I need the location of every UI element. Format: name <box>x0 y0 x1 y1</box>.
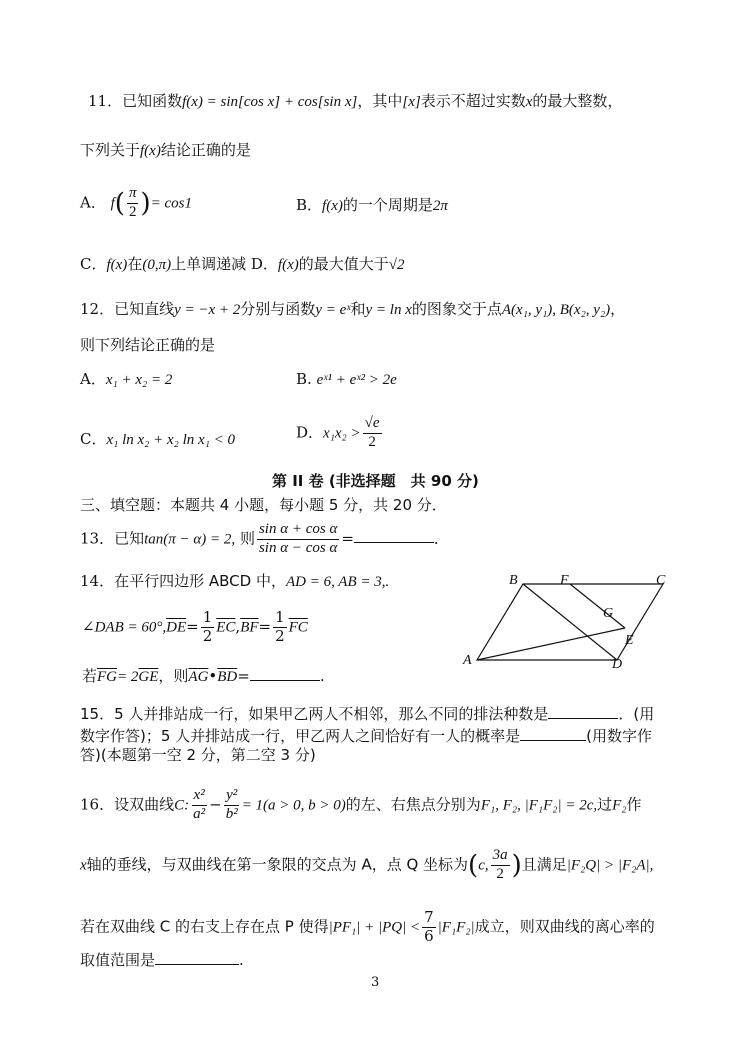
q14-eq1: = <box>186 617 199 636</box>
q16-text3: 过 <box>597 795 613 814</box>
page-number: 3 <box>371 975 380 990</box>
q16-frac-x <box>191 788 207 823</box>
q12-option-d-frac <box>363 416 382 451</box>
q14-vec-bf: $\overline{BF}$ <box>240 619 259 636</box>
q12-line2: 则下列结论正确的是 <box>80 336 216 354</box>
q16-condition: = 1(a > 0, b > 0) <box>241 797 346 814</box>
q11-text1: 已知函数 <box>122 92 183 110</box>
q15-line1-text: 15．5 人并排站成一行，如果甲乙两人不相邻，那么不同的排法种数是 <box>80 705 549 723</box>
q12-option-a <box>80 372 172 388</box>
q14-answer-blank[interactable] <box>250 666 320 681</box>
q14-half-2-den: 2 <box>275 626 285 645</box>
q16-answer-blank[interactable] <box>155 950 239 965</box>
q15-line2-tail: (用数字作 <box>586 727 653 745</box>
q13-equals: = <box>341 529 354 548</box>
q14-dot: • <box>208 667 218 685</box>
q16-line3-text2: 成立，则双曲线的离心率的 <box>474 917 655 936</box>
q11-text3: 表示不超过实数 <box>420 92 526 110</box>
q16-a2: a² <box>193 805 206 822</box>
q11-option-b-text: 的一个周期是 <box>342 196 433 214</box>
q13-text1: 已知 <box>114 529 145 548</box>
q12-option-d-den: 2 <box>368 433 376 450</box>
q14-vec-ag: $\overline{AG}$ <box>188 669 209 685</box>
label-f: F <box>560 573 569 588</box>
q14-text1: 在平行四边形 ABCD 中， <box>114 572 286 590</box>
q16-y2: y² <box>224 788 239 806</box>
q11-line2-text-a: 下列关于 <box>80 141 141 159</box>
q16-line2-text2: 且满足 <box>521 855 567 874</box>
q14-condition: AD = 6, AB = 3,. <box>285 574 390 590</box>
q16-line4-text: 取值范围是 <box>80 951 156 969</box>
q11-line1 <box>88 94 622 110</box>
q16-frac-y <box>224 788 240 823</box>
q15-line1 <box>80 704 654 722</box>
q16-b2: b² <box>225 805 238 822</box>
q11-text2: ，其中 <box>357 92 403 110</box>
q16-minus: − <box>209 795 222 814</box>
q11-option-c <box>80 257 405 273</box>
q11-option-b <box>296 198 448 214</box>
q14-eq3: = <box>237 667 250 685</box>
q11-option-d-fx: f(x) <box>277 257 299 273</box>
fill-blank-header: 三、填空题：本题共 4 小题，每小题 5 分，共 20 分． <box>80 496 447 514</box>
q11-option-d-label: D． <box>250 255 278 273</box>
q15-line2-text: 数字作答)；5 人并排站成一行，甲乙两人之间恰好有一人的概率是 <box>80 727 521 745</box>
q15-answer-blank-2[interactable] <box>520 726 586 741</box>
q16-line2-x: x <box>80 857 87 874</box>
q11-option-a: A． f( $\frac{\pi}{2}$ )= cos1 <box>80 185 192 220</box>
label-a: A <box>463 653 472 668</box>
q14-half-1-den: 2 <box>202 626 213 645</box>
q16-number: 16． <box>80 795 115 814</box>
q14-line2 <box>82 610 308 645</box>
q12-and: 和 <box>350 300 366 318</box>
q11-formula: f(x) = sin[cos x] + cos[sin x] <box>182 94 358 110</box>
q12-comma: ， <box>610 300 626 318</box>
q11-option-b-label: B． <box>296 196 323 214</box>
q16-f2: F₂ <box>612 797 627 814</box>
q11-option-b-val: 2π <box>432 198 448 214</box>
q11-option-a-fn: f <box>110 195 115 212</box>
q12-option-a-expr: x₁ + x₂ = 2 <box>105 372 173 388</box>
q16-six: 6 <box>424 926 434 945</box>
label-d: D <box>612 657 623 672</box>
q13-condition: tan(π − α) = 2, <box>144 531 236 548</box>
q14-number: 14． <box>80 572 115 590</box>
q16-line4 <box>80 950 244 968</box>
q11-bracket: [x] <box>402 94 421 110</box>
q14-vec-ec: $\overline{EC}$ <box>216 619 236 636</box>
q16-line2-text: 轴的垂线，与双曲线在第一象限的交点为 A，点 Q 坐标为 <box>86 855 469 874</box>
q12-ln-fn: y = ln x <box>365 302 412 318</box>
q14-vec-de: $\overline{DE}$ <box>166 619 187 636</box>
q15-answer-blank-1[interactable] <box>548 704 618 719</box>
q16-line3-expr: |PF₁| + |PQ| < <box>328 919 421 936</box>
q16-text1: 设双曲线 <box>114 795 175 814</box>
segment-ae <box>477 628 625 660</box>
q12-number: 12． <box>80 300 115 318</box>
q12-text2: 分别与函数 <box>240 300 316 318</box>
q11-option-a-rhs: = cos1 <box>150 195 192 212</box>
label-c: C <box>656 573 666 588</box>
q12-option-d-label: D． <box>296 423 324 442</box>
q11-option-a-label: A． <box>80 193 106 212</box>
q14-vec-ge: $\overline{GE}$ <box>138 669 159 685</box>
q11-option-d-val: √2 <box>388 257 405 273</box>
q12-line-eq: y = −x + 2 <box>174 302 241 318</box>
q16-seven: 7 <box>424 908 434 926</box>
q11-line2-text-b: 结论正确的是 <box>160 141 251 159</box>
q16-text4: 作 <box>626 795 642 814</box>
q11-option-a-frac: $\frac{\pi}{2}$ <box>128 185 137 220</box>
q16-x2: x² <box>192 788 207 806</box>
q14-vec-bd: $\overline{BD}$ <box>217 669 238 685</box>
q14-then: ，则 <box>158 667 189 685</box>
q11-option-c-label: C． <box>80 255 107 273</box>
q16-line2: x轴的垂线，与双曲线在第一象限的交点为 A，点 Q 坐标为(c, $\frac{3a}{2}$ )且满足|F₂Q| > |F₂A|, <box>80 847 654 882</box>
q11-option-c-fx: f(x) <box>106 257 128 273</box>
q11-option-c-text: 在 <box>127 255 143 273</box>
q13-end: ． <box>433 529 449 548</box>
q14-eq1b: = <box>258 617 272 636</box>
q14-vec-fc: $\overline{FC}$ <box>288 619 308 636</box>
q12-points: A(x₁, y₁), B(x₂, y₂) <box>501 302 611 318</box>
q11-option-c-interval: (0,π) <box>142 257 172 273</box>
q12-text3: 的图象交于点 <box>411 300 502 318</box>
q16-line3 <box>80 910 655 945</box>
q15-line2 <box>80 726 652 744</box>
q14-half-1-num: 1 <box>202 608 213 626</box>
q12-option-d-expr: x₁x₂ > <box>323 425 361 442</box>
q12-option-b-expr: eˣ¹ + eˣ² > 2e <box>316 372 397 388</box>
q14-angle: ∠DAB = 60°, <box>82 619 167 636</box>
q16-inequality: |F₂Q| > |F₂A|, <box>566 857 654 874</box>
label-g: G <box>603 606 614 621</box>
q13-denominator: sin α − cos α <box>258 539 338 556</box>
q14-line1 <box>80 574 389 590</box>
label-e: E <box>625 633 634 648</box>
q13-numerator: sin α + cos α <box>257 522 339 540</box>
q14-half-2-num: 1 <box>275 608 285 626</box>
q16-line3-expr2: |F₁F₂| <box>437 919 475 936</box>
q16-q-x: c, <box>478 857 489 874</box>
q16-q-den: 2 <box>496 865 504 882</box>
q12-option-c-label: C． <box>80 430 107 448</box>
q15-line3: 答)(本题第一空 2 分，第二空 3 分) <box>80 746 316 764</box>
label-b: B <box>509 573 518 588</box>
q13-text2: 则 <box>239 529 255 548</box>
q12-option-b <box>296 372 397 388</box>
q11-option-d-text: 的最大值大于 <box>298 255 389 273</box>
q14-half-1 <box>201 610 215 645</box>
q11-line2 <box>80 143 251 159</box>
q12-option-b-label: B. <box>296 370 312 388</box>
q16-foci: F₁, F₂, |F₁F₂| = 2c, <box>480 797 598 814</box>
q11-number: 11． <box>88 92 123 110</box>
q14-if: 若 <box>82 667 98 685</box>
q14-vec-fg: $\overline{FG}$ <box>97 669 118 685</box>
q16-seven-sixths <box>422 910 436 945</box>
q14-end: . <box>319 667 325 685</box>
parallelogram-figure <box>460 572 675 672</box>
q12-option-c-expr: x₁ ln x₂ + x₂ ln x₁ < 0 <box>106 432 236 448</box>
q14-half-2 <box>273 610 287 645</box>
q12-option-c <box>80 432 235 448</box>
q16-c: C: <box>174 797 190 814</box>
q11-option-c-text2: 上单调递减 <box>171 255 247 273</box>
q16-q-num: 3a <box>491 848 510 866</box>
q13-line <box>80 522 449 557</box>
q16-line4-end: . <box>239 951 244 969</box>
q13-number: 13． <box>80 529 115 548</box>
q16-line3-text: 若在双曲线 C 的右支上存在点 P 使得 <box>80 917 329 936</box>
segment-bd <box>523 584 617 660</box>
q13-answer-blank[interactable] <box>354 528 434 543</box>
section-title: 第 II 卷 (非选择题 共 90 分) <box>272 472 479 490</box>
q13-fraction <box>257 522 339 557</box>
q11-line2-fx: f(x) <box>140 143 161 159</box>
q12-option-a-label: A． <box>80 370 106 388</box>
q11-text4: 的最大整数， <box>532 92 623 110</box>
q16-line1 <box>80 788 642 823</box>
q16-q-frac <box>491 848 510 883</box>
q11-option-b-fx: f(x) <box>322 198 343 214</box>
q12-exp-fn: y = eˣ <box>315 302 351 318</box>
q14-line3 <box>82 666 325 685</box>
segment-fe <box>570 584 625 628</box>
q14-sep: , <box>235 617 241 636</box>
q12-option-d-num: √e <box>363 416 382 434</box>
q15-line1-tail: ．(用 <box>618 705 655 723</box>
q14-eq2: = 2 <box>117 669 139 685</box>
q12-line1 <box>80 302 625 318</box>
q11-var: x <box>525 94 533 110</box>
q12-option-d <box>296 416 384 451</box>
q12-text1: 已知直线 <box>114 300 175 318</box>
q16-text2: 的左、右焦点分别为 <box>345 795 481 814</box>
